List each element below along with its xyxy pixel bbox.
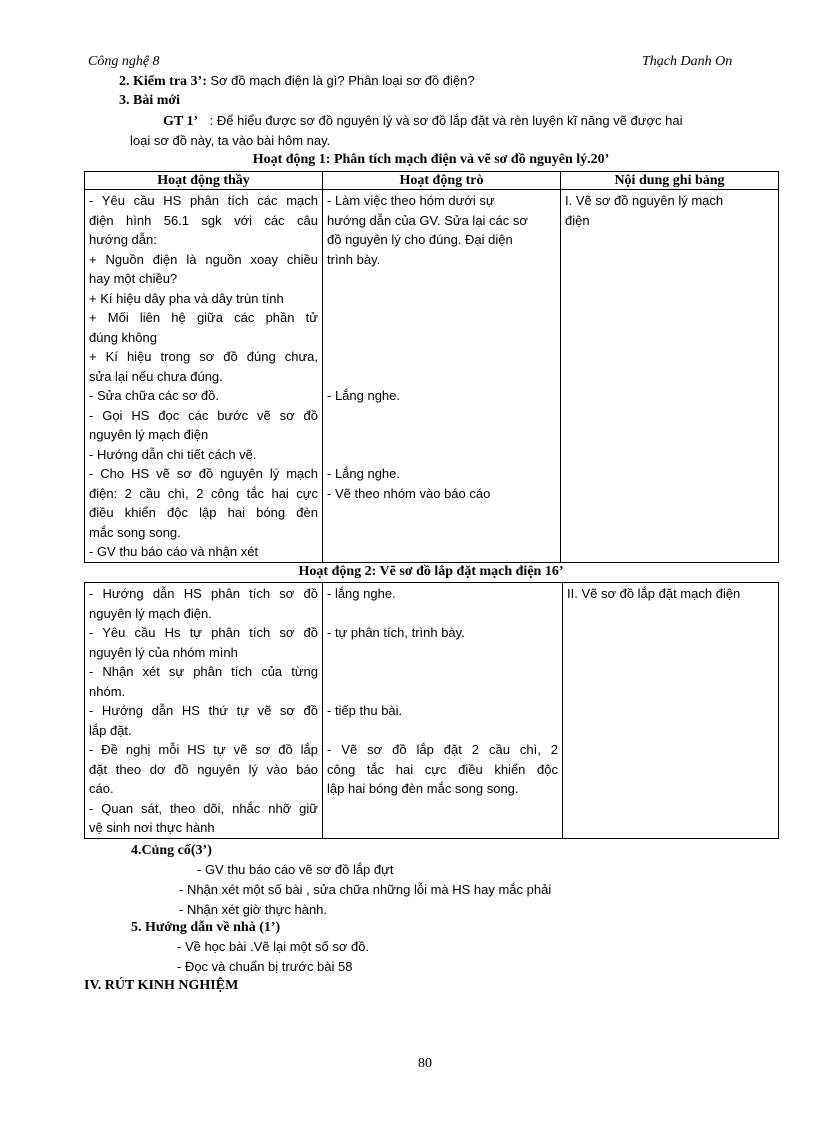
page-number: 80 [418,1056,432,1071]
teacher-line: điện hình 56.1 sgk với các câu [89,212,318,228]
teacher-line: nguyên lý của nhóm mình [89,644,238,660]
teacher-line: sửa lại nếu chưa đúng. [89,368,223,384]
activity1-table [84,171,779,563]
student-line: - Vẽ theo nhóm vào báo cáo [327,485,491,501]
check-text: Sơ đồ mạch điện là gì? Phân loại sơ đồ điện? [210,73,475,88]
homework-item: - Đọc và chuẩn bị trước bài 58 [177,959,353,974]
new-lesson-heading: 3. Bài mới [119,93,181,108]
teacher-line: vệ sinh nơi thực hành [89,820,215,835]
gt-text-2: loại sơ đồ này, ta vào bài hôm nay. [130,133,331,148]
teacher-line: - Hướng dẫn HS thứ tự vẽ sơ đồ [89,703,318,718]
student-spacer [327,682,558,702]
consolidate-heading: 4.Củng cố(3’) [131,843,212,858]
consolidate-item: - Nhận xét một số bài , sửa chữa những lỗi mà HS hay mắc phải [179,882,552,897]
col-header-content: Nội dung ghi bảng [561,172,779,190]
consolidate-item: - Nhận xét giờ thực hành. [179,902,328,917]
teacher-line: nguyên lý mạch điện. [89,605,212,621]
student-spacer [327,308,556,328]
student-spacer [327,643,558,663]
homework-item: - Về học bài .Vẽ lại một số sơ đồ. [177,939,370,954]
gt-label: GT 1’ [163,114,199,129]
header-subject: Công nghệ 8 [88,54,160,69]
content-line: II. Vẽ sơ đồ lắp đặt mạch điện [567,586,741,601]
teacher-line: - Sửa chữa các sơ đồ. [89,388,219,403]
student-line: đồ nguyên lý cho đúng. Đại diện [327,232,513,247]
student-spacer [327,445,556,465]
activity2-student-cell [323,583,563,839]
student-line: - Vẽ sơ đồ lắp đặt 2 cầu chì, 2 [327,742,558,757]
content-line: điện [565,212,590,228]
student-line: lập hai bóng đèn mắc song song. [327,781,519,796]
teacher-line: - Quan sát, theo dõi, nhắc nhỡ giữ [89,800,318,816]
teacher-line: + Kí hiệu trong sơ đồ đúng chưa, [89,349,318,364]
teacher-line: hướng dẫn: [89,232,157,247]
student-spacer [327,289,556,309]
teacher-line: - Đề nghị mỗi HS tự vẽ sơ đồ lắp [89,742,318,757]
activity2-title: Hoạt động 2: Vẽ sơ đồ lắp đặt mạch điện 16’ [298,564,564,579]
student-spacer [327,406,556,426]
student-line: - tự phân tích, trình bày. [327,625,465,640]
activity2-teacher-cell [85,583,323,839]
student-spacer [327,721,558,741]
student-spacer [327,367,556,387]
student-line: - Làm việc theo hóm dưới sự [327,193,495,208]
teacher-line: cáo. [89,781,114,796]
gt-text-1: : Để hiểu được sơ đồ nguyên lý và sơ đồ lắp đặt và rèn luyện kĩ năng vẽ được hai [209,113,683,128]
teacher-line: - Hướng dẫn HS phân tích sơ đồ [89,586,318,601]
student-line: - Lắng nghe. [327,466,401,481]
activity1-student-cell [323,190,561,563]
teacher-line: - Gọi HS đọc các bước vẽ sơ đồ [89,407,318,423]
student-line: công tắc hai cực điều khiển độc [327,761,558,777]
col-header-student: Hoạt động trò [323,172,561,190]
teacher-line: nguyên lý mạch điện [89,427,209,442]
teacher-line: + Mối liên hệ giữa các phần tử [89,310,318,325]
activity1-title: Hoạt động 1: Phân tích mạch điện và vẽ sơ đồ nguyên lý.20’ [252,152,610,167]
gt-line [163,112,682,131]
student-line: - tiếp thu bài. [327,703,403,718]
activity2-table [84,582,779,839]
student-line: trình bày. [327,251,381,267]
student-spacer [327,269,556,289]
consolidate-item: - GV thu báo cáo vẽ sơ đồ lắp đựt [197,862,394,877]
teacher-line: + Kí hiệu dây pha và dây trùn tính [89,290,284,306]
check-label: 2. Kiểm tra 3’: [119,74,207,89]
student-spacer [327,425,556,445]
teacher-line: đặt theo dơ đồ nguyên lý vào báo [89,761,318,777]
teacher-line: điện: 2 cầu chì, 2 công tắc hai cực [89,485,318,501]
teacher-line: - Yêu cầu Hs tự phân tích sơ đồ [89,625,318,640]
student-spacer [327,604,558,624]
content-line: I. Vẽ sơ đồ nguyên lý mạch [565,193,724,208]
homework-heading: 5. Hướng dẫn về nhà (1’) [131,920,281,935]
teacher-line: đúng không [89,329,157,345]
teacher-line: nhóm. [89,683,126,699]
header-author: Thạch Danh On [642,54,733,69]
student-line: - lắng nghe. [327,586,396,601]
experience-heading: IV. RÚT KINH NGHIỆM [84,978,239,993]
check-line [119,72,475,91]
teacher-line: - Hướng dẫn chi tiết cách vẽ. [89,446,257,462]
activity2-content-cell [563,583,779,839]
student-line: hướng dẫn của GV. Sửa lại các sơ [327,212,528,228]
student-spacer [327,662,558,682]
teacher-line: - Cho HS vẽ sơ đồ nguyên lý mạch [89,466,318,481]
teacher-line: - GV thu báo cáo và nhận xét [89,544,259,559]
teacher-line: điều khiển độc lập hai bóng đèn [89,505,318,520]
col-header-teacher: Hoạt động thầy [85,172,323,190]
activity1-teacher-cell [85,190,323,563]
teacher-line: - Nhận xét sự phân tích của từng [89,664,318,679]
teacher-line: hay một chiều? [89,271,178,286]
student-line: - Lắng nghe. [327,388,401,403]
activity1-content-cell [561,190,779,563]
student-spacer [327,347,556,367]
teacher-line: + Nguồn điện là nguồn xoay chiều [89,251,318,267]
student-spacer [327,328,556,348]
teacher-line: - Yêu cầu HS phân tích các mạch [89,193,318,208]
teacher-line: mắc song song. [89,524,181,540]
teacher-line: lắp đặt. [89,722,132,738]
